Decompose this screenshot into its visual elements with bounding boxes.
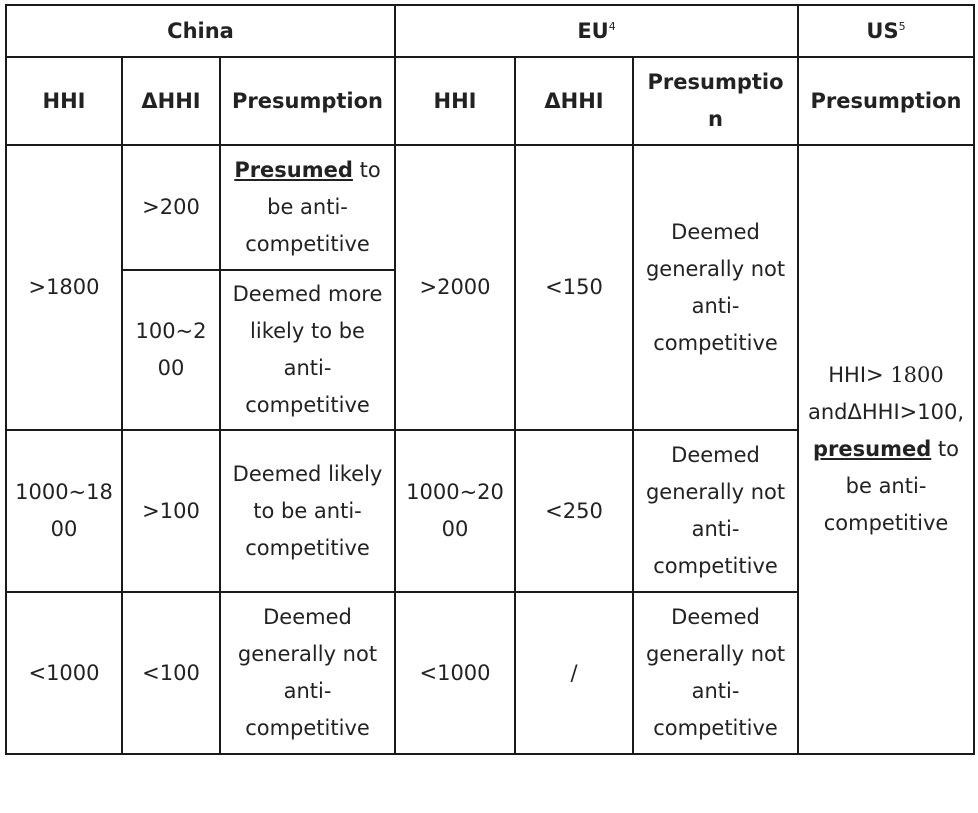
eu-header-label: EU: [577, 18, 609, 43]
us-header-label: US: [866, 18, 899, 43]
eu-hhi-header: HHI: [395, 57, 515, 145]
eu-presumption-cell: Deemed generally not anti-competitive: [633, 430, 798, 592]
presumption-text: to be anti-competitive: [823, 437, 960, 535]
us-presumption-cell: [798, 145, 974, 754]
eu-hhi-cell: <1000: [395, 592, 515, 754]
china-presumption-cell: Deemed more likely to be anti-competitive: [220, 270, 395, 430]
china-presumption-header: Presumption: [220, 57, 395, 145]
eu-hhi-cell: 1000~2000: [395, 430, 515, 592]
china-delta-cell: <100: [122, 592, 220, 754]
column-header-row: [6, 57, 974, 145]
us-delta-text: andΔHHI>100,: [808, 400, 965, 424]
china-delta-cell: >100: [122, 430, 220, 592]
china-header: China: [6, 5, 395, 57]
eu-delta-cell: <150: [515, 145, 633, 430]
china-presumption-cell: [220, 145, 395, 270]
eu-presumption-cell: Deemed generally not anti-competitive: [633, 145, 798, 430]
us-header: [798, 5, 974, 57]
eu-presumption-header: Presumptio n: [633, 57, 798, 145]
eu-hhi-cell: >2000: [395, 145, 515, 430]
table-row: [6, 145, 974, 270]
presumed-emphasis: Presumed: [234, 158, 353, 182]
us-hhi-number: 1800: [890, 363, 944, 387]
presumption-text: to be anti-competitive: [245, 158, 381, 256]
hhi-comparison-table: [5, 4, 975, 755]
china-presumption-cell: Deemed likely to be anti-competitive: [220, 430, 395, 592]
us-footnote-marker: 5: [898, 19, 906, 33]
china-delta-header: ΔHHI: [122, 57, 220, 145]
china-delta-cell: >200: [122, 145, 220, 270]
eu-footnote-marker: 4: [608, 19, 616, 33]
china-hhi-cell: >1800: [6, 145, 122, 430]
china-hhi-cell: <1000: [6, 592, 122, 754]
china-hhi-cell: 1000~1800: [6, 430, 122, 592]
jurisdiction-header-row: [6, 5, 974, 57]
eu-delta-header: ΔHHI: [515, 57, 633, 145]
china-hhi-header: HHI: [6, 57, 122, 145]
china-presumption-cell: Deemed generally not anti-competitive: [220, 592, 395, 754]
us-hhi-text: HHI>: [828, 363, 891, 387]
presumed-emphasis: presumed: [813, 437, 932, 461]
eu-delta-cell: <250: [515, 430, 633, 592]
eu-header: [395, 5, 798, 57]
eu-delta-cell: /: [515, 592, 633, 754]
us-presumption-header: Presumption: [798, 57, 974, 145]
eu-presumption-cell: Deemed generally not anti-competitive: [633, 592, 798, 754]
china-delta-cell: 100~200: [122, 270, 220, 430]
